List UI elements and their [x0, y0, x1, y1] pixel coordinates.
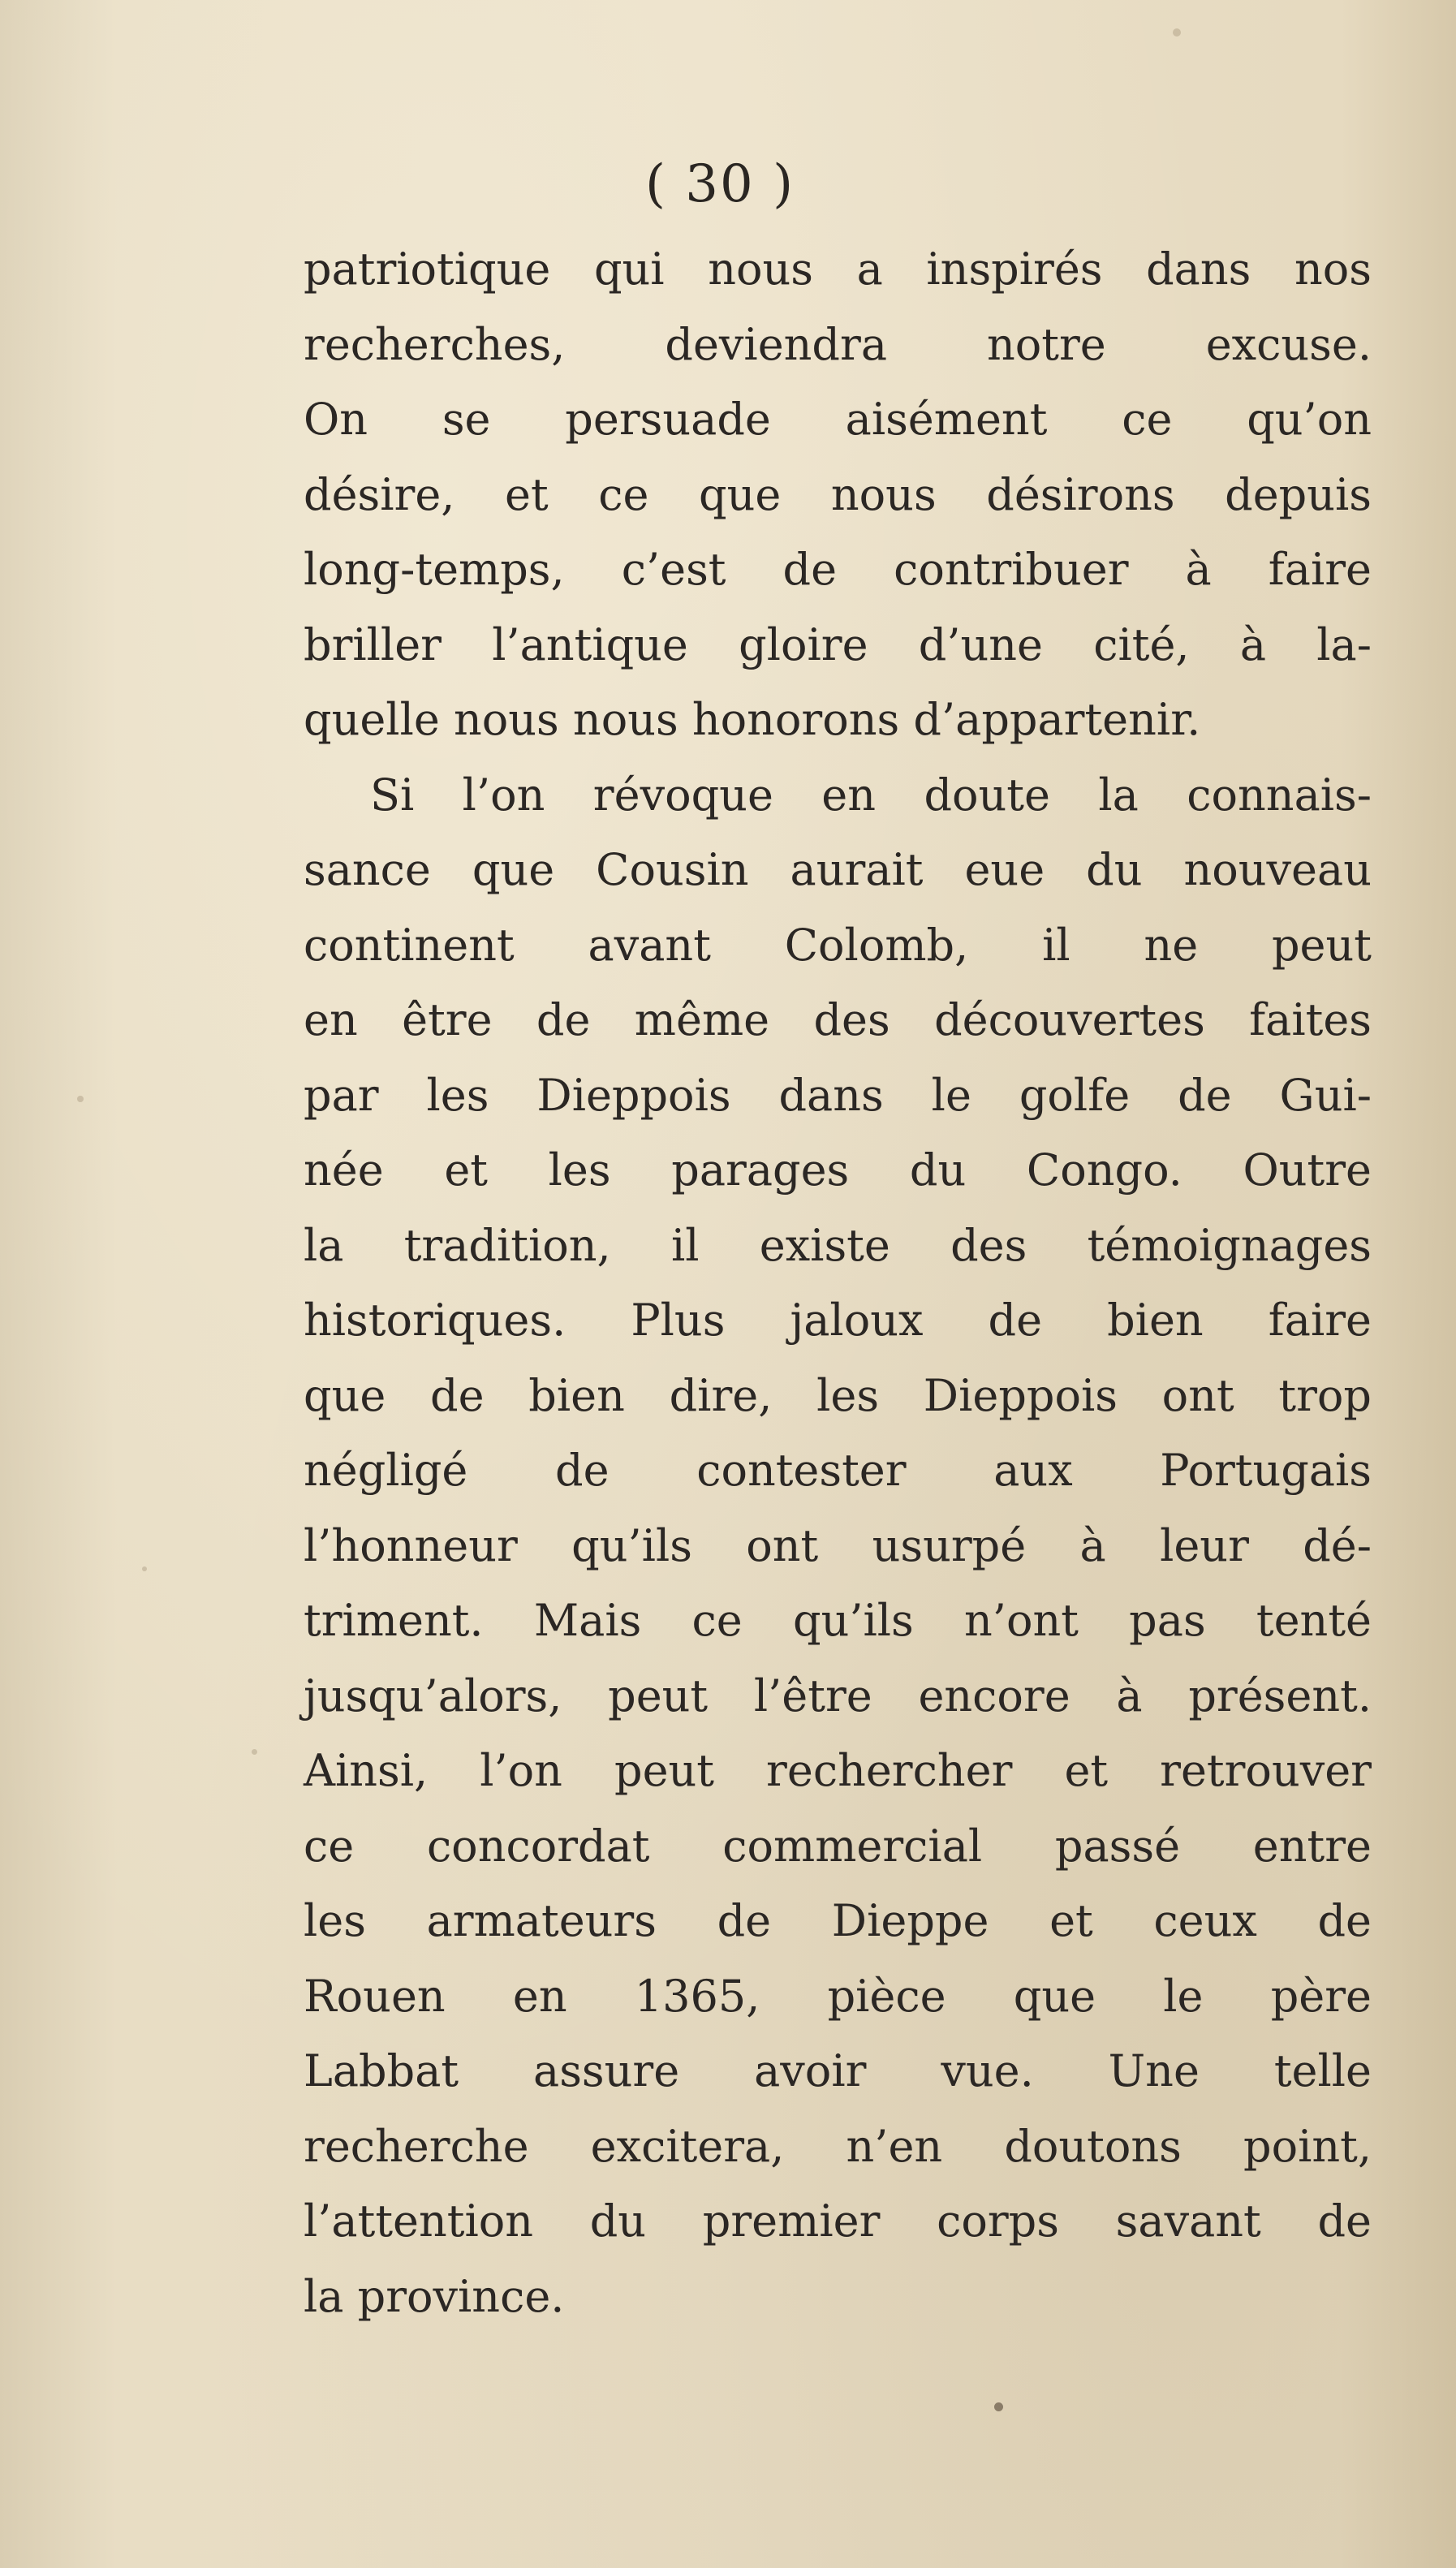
text-line: par les Dieppois dans le golfe de Gui-	[304, 1069, 1372, 1121]
text-line: recherche excitera, n’en doutons point,	[304, 2120, 1372, 2172]
text-line: l’attention du premier corps savant de	[304, 2195, 1372, 2247]
text-line: patriotique qui nous a inspirés dans nos	[304, 243, 1372, 295]
text-line: historiques. Plus jaloux de bien faire	[304, 1295, 1372, 1346]
text-line: la tradition, il existe des témoignages	[304, 1219, 1372, 1271]
body-text	[304, 232, 1372, 2334]
text-line: continent avant Colomb, il ne peut	[304, 919, 1372, 971]
text-line: briller l’antique gloire d’une cité, à la-	[304, 618, 1372, 670]
page-number: ( 30 )	[644, 154, 795, 214]
text-line: Rouen en 1365, pièce que le père	[304, 1970, 1372, 2022]
text-line: triment. Mais ce qu’ils n’ont pas tenté	[304, 1595, 1372, 1646]
text-line: Si l’on révoque en doute la connais-	[370, 769, 1372, 821]
text-line: jusqu’alors, peut l’être encore à présent.	[304, 1670, 1372, 1721]
text-line: recherches, deviendra notre excuse.	[304, 318, 1372, 370]
paper-spot	[994, 2402, 1003, 2411]
text-line: la province.	[304, 2270, 565, 2322]
paper-spot	[77, 1096, 84, 1102]
text-line: ce concordat commercial passé entre	[304, 1820, 1372, 1872]
paper-spot	[1173, 28, 1181, 37]
text-line: Ainsi, l’on peut rechercher et retrouver	[304, 1745, 1372, 1796]
text-line: quelle nous nous honorons d’appartenir.	[304, 694, 1201, 745]
paper-spot	[142, 1566, 147, 1571]
text-line: que de bien dire, les Dieppois ont trop	[304, 1369, 1372, 1421]
text-line: sance que Cousin aurait eue du nouveau	[304, 844, 1372, 895]
paper-spot	[252, 1749, 257, 1755]
text-line: l’honneur qu’ils ont usurpé à leur dé-	[304, 1519, 1372, 1571]
text-line: Labbat assure avoir vue. Une telle	[304, 2045, 1372, 2096]
text-line: en être de même des découvertes faites	[304, 994, 1372, 1045]
text-line: les armateurs de Dieppe et ceux de	[304, 1895, 1372, 1946]
text-line: négligé de contester aux Portugais	[304, 1445, 1372, 1496]
text-line: désire, et ce que nous désirons depuis	[304, 468, 1372, 520]
text-line: née et les parages du Congo. Outre	[304, 1144, 1372, 1196]
text-line: long-temps, c’est de contribuer à faire	[304, 544, 1372, 595]
text-line: On se persuade aisément ce qu’on	[304, 394, 1372, 445]
